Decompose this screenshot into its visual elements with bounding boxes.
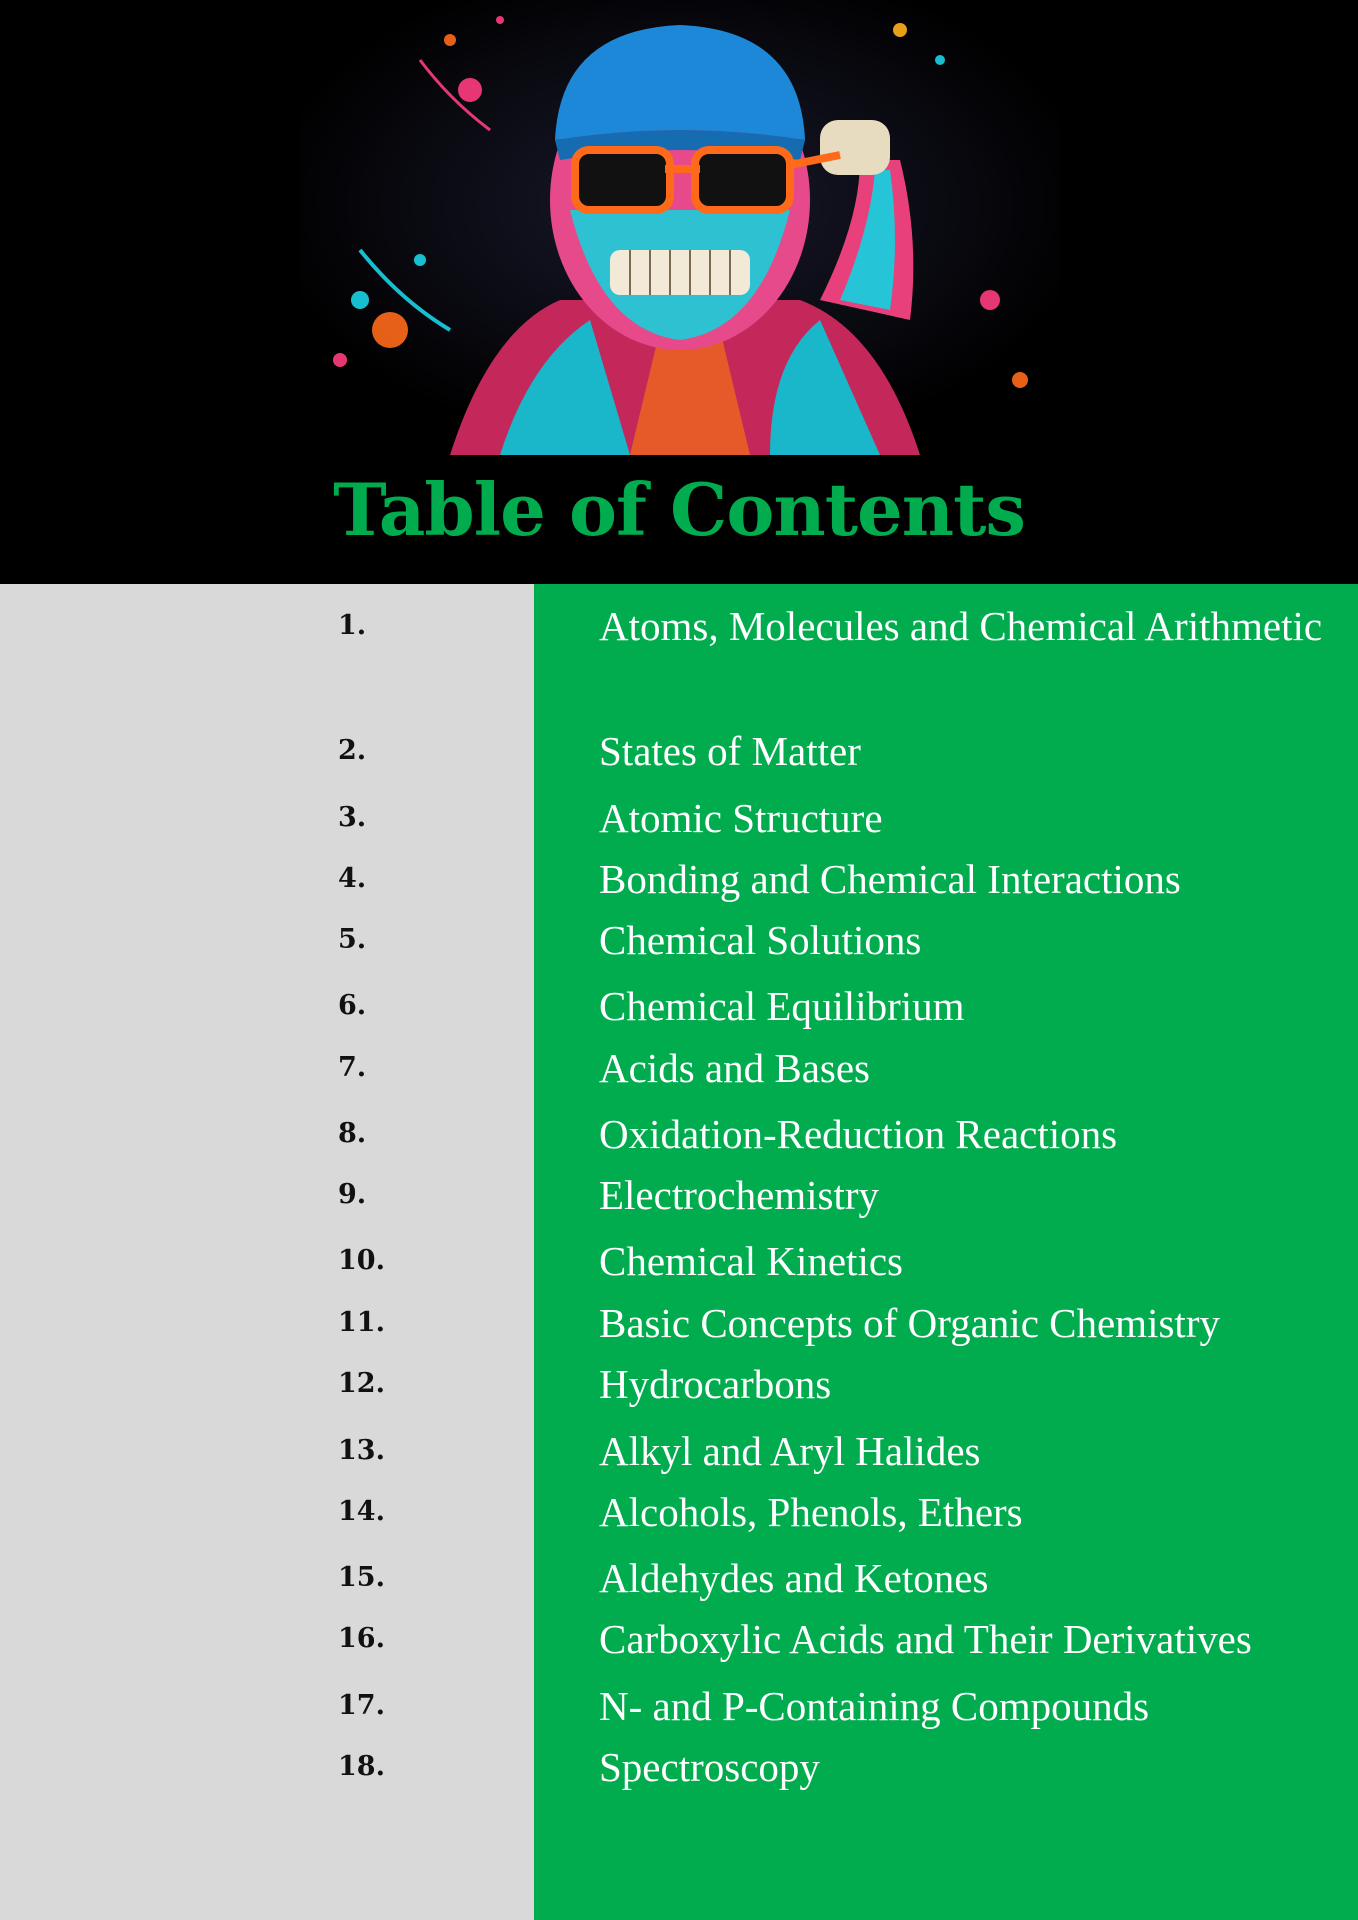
chapter-title: Bonding and Chemical Interactions xyxy=(599,856,1181,902)
chapter-number: 11. xyxy=(338,1307,385,1338)
chapter-number: 3. xyxy=(338,802,367,833)
chapter-title: Alcohols, Phenols, Ethers xyxy=(599,1489,1023,1535)
chapter-number: 10. xyxy=(338,1245,385,1276)
chapter-title: Chemical Solutions xyxy=(599,917,922,963)
chapter-number: 12. xyxy=(338,1368,385,1399)
chapter-title: States of Matter xyxy=(599,728,861,774)
chapter-title: Acids and Bases xyxy=(599,1045,871,1091)
chapter-title: Atomic Structure xyxy=(599,795,883,841)
chapter-number: 18. xyxy=(338,1751,385,1782)
chapter-title: Chemical Equilibrium xyxy=(599,983,965,1029)
chapter-title: Aldehydes and Ketones xyxy=(599,1555,989,1601)
chapter-number: 5. xyxy=(338,924,367,955)
chapter-number: 17. xyxy=(338,1690,385,1721)
chapter-number: 9. xyxy=(338,1179,367,1210)
page-header xyxy=(0,0,1358,584)
chapter-title: Hydrocarbons xyxy=(599,1361,832,1407)
skull-illustration xyxy=(300,0,1060,455)
chapter-number: 15. xyxy=(338,1562,385,1593)
chapter-number: 2. xyxy=(338,735,367,766)
chapter-title: Atoms, Molecules and Chemical Arithmetic xyxy=(599,603,1323,649)
chapter-title: Basic Concepts of Organic Chemistry xyxy=(599,1300,1220,1346)
page-title: Table of Contents xyxy=(333,467,1025,552)
chapter-number: 8. xyxy=(338,1118,367,1149)
chapter-number-column xyxy=(0,584,534,1920)
chapter-title: N- and P-Containing Compounds xyxy=(599,1683,1150,1729)
chapter-number: 6. xyxy=(338,990,367,1021)
chapter-title: Alkyl and Aryl Halides xyxy=(599,1428,981,1474)
chapter-number: 13. xyxy=(338,1435,385,1466)
chapter-title: Electrochemistry xyxy=(599,1172,880,1218)
chapter-title: Oxidation-Reduction Reactions xyxy=(599,1111,1118,1157)
chapter-number: 4. xyxy=(338,863,367,894)
chapter-number: 14. xyxy=(338,1496,385,1527)
chapter-title: Spectroscopy xyxy=(599,1744,820,1790)
chapter-title: Carboxylic Acids and Their Derivatives xyxy=(599,1616,1252,1662)
chapter-title: Chemical Kinetics xyxy=(599,1238,903,1284)
chapter-number: 16. xyxy=(338,1623,385,1654)
chapter-number: 7. xyxy=(338,1052,367,1083)
chapter-number: 1. xyxy=(338,610,367,641)
